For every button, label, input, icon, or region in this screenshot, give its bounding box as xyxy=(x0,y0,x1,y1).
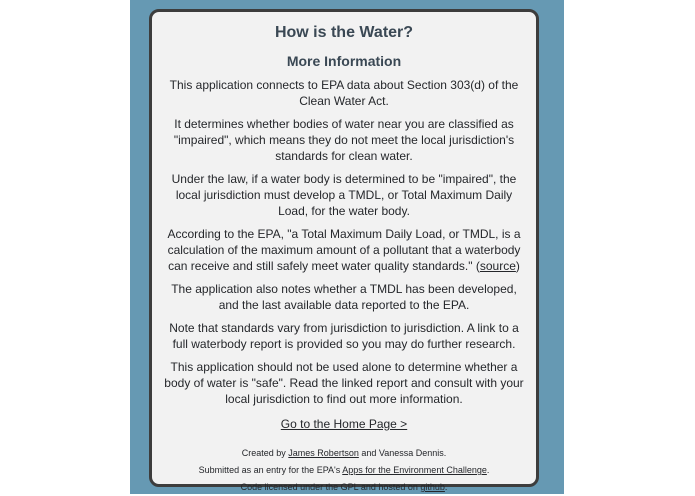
footer-license-suffix: . xyxy=(444,482,448,492)
source-link[interactable]: source xyxy=(479,259,516,273)
github-link[interactable]: github xyxy=(420,482,445,492)
author-link[interactable]: James Robertson xyxy=(288,448,359,458)
footer xyxy=(152,445,536,496)
info-paragraph-impaired: It determines whether bodies of water near you are classified as "impaired", which means they do not meet the local jurisdiction's standards for clean water. xyxy=(173,117,515,163)
info-card xyxy=(149,9,539,492)
info-paragraph-law: Under the law, if a water body is determined to be "impaired", the local jurisdiction must develop a TMDL, or Total Maximum Daily Load, for the water body. xyxy=(171,172,517,218)
tmdl-quote-text: According to the EPA, "a Total Maximum Daily Load, or TMDL, is a calculation of the maximum amount of a pollutant that a waterbody can receive and still safely meet water quality standards." ( xyxy=(167,227,521,273)
tmdl-quote-close: ) xyxy=(515,259,520,273)
info-paragraph-disclaimer: This application should not be used alone to determine whether a body of water is "safe". Read the linked report and consult with your local jurisdiction to find out more information. xyxy=(164,360,524,406)
footer-license-prefix: Code licensed under the GPL and hosted on xyxy=(240,482,421,492)
challenge-link[interactable]: Apps for the Environment Challenge xyxy=(342,465,487,475)
footer-submission xyxy=(152,462,536,479)
page-subtitle: More Information xyxy=(286,53,402,69)
page-title: How is the Water? xyxy=(274,24,414,41)
info-paragraph-epa: This application connects to EPA data about Section 303(d) of the Clean Water Act. xyxy=(169,78,519,108)
footer-license xyxy=(152,479,536,496)
info-paragraph-tmdl-definition xyxy=(160,226,528,274)
info-paragraph-standards: Note that standards vary from jurisdiction to jurisdiction. A link to a full waterbody report is provided so you may do further research. xyxy=(169,321,519,351)
footer-credits-suffix: and Vanessa Dennis. xyxy=(358,448,447,458)
footer-credits-prefix: Created by xyxy=(241,448,289,458)
footer-submission-prefix: Submitted as an entry for the EPA's xyxy=(198,465,343,475)
footer-credits xyxy=(152,445,536,462)
info-paragraph-tmdl-status: The application also notes whether a TMDL has been developed, and the last available data reported to the EPA. xyxy=(171,282,517,312)
footer-submission-suffix: . xyxy=(486,465,490,475)
home-page-link[interactable]: Go to the Home Page > xyxy=(280,417,408,431)
